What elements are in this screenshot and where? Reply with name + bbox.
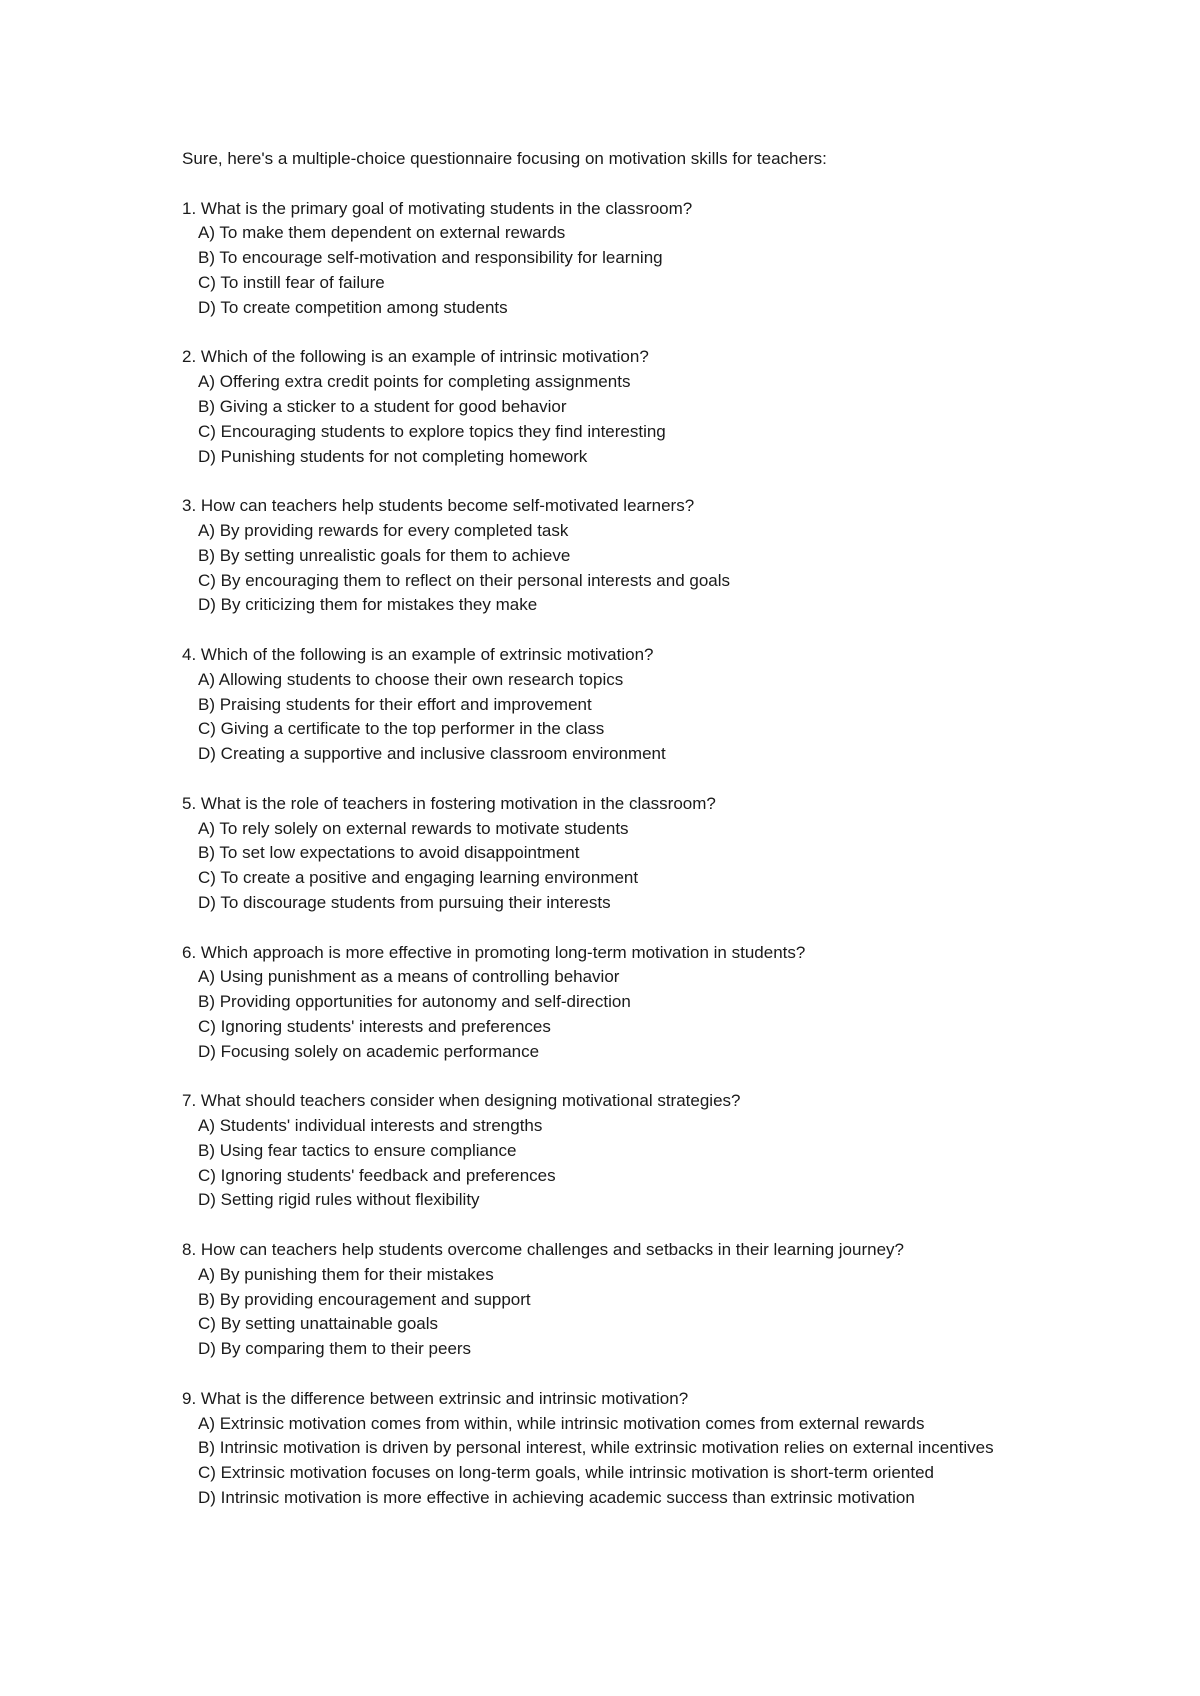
option-c: C) Encouraging students to explore topics they find interesting	[198, 421, 666, 441]
option-d: D) By criticizing them for mistakes they make	[198, 595, 538, 615]
document-body	[182, 147, 1022, 1536]
question-text: 2. Which of the following is an example of intrinsic motivation?	[182, 347, 649, 367]
intro-text: Sure, here's a multiple-choice questionnaire focusing on motivation skills for teachers:	[182, 149, 827, 168]
question-text: 8. How can teachers help students overcome challenges and setbacks in their learning journey?	[182, 1240, 904, 1260]
option-d: D) Creating a supportive and inclusive classroom environment	[198, 744, 666, 764]
option-c: C) By encouraging them to reflect on their personal interests and goals	[198, 570, 731, 590]
option-b: B) By providing encouragement and support	[198, 1289, 531, 1309]
question-text: 4. Which of the following is an example of extrinsic motivation?	[182, 644, 654, 664]
option-a: A) To make them dependent on external rewards	[198, 223, 566, 243]
option-d: D) Setting rigid rules without flexibility	[198, 1190, 480, 1210]
option-a: A) Students' individual interests and strengths	[198, 1116, 543, 1136]
option-d: D) To create competition among students	[198, 297, 508, 317]
option-a: A) Using punishment as a means of controlling behavior	[198, 967, 620, 987]
option-a: A) Allowing students to choose their own research topics	[198, 669, 624, 689]
option-d: D) Punishing students for not completing homework	[198, 446, 588, 466]
option-c: C) Extrinsic motivation focuses on long-term goals, while intrinsic motivation is short-term oriented	[198, 1463, 934, 1483]
option-a: A) By providing rewards for every completed task	[198, 520, 569, 540]
option-d: D) To discourage students from pursuing their interests	[198, 892, 611, 912]
option-b: B) Intrinsic motivation is driven by personal interest, while extrinsic motivation relies on external incentives	[198, 1438, 994, 1458]
option-c: C) By setting unattainable goals	[198, 1314, 439, 1334]
question-8	[182, 1238, 1022, 1362]
option-b: B) By setting unrealistic goals for them to achieve	[198, 545, 571, 565]
option-d: D) Intrinsic motivation is more effective in achieving academic success than extrinsic motivation	[198, 1488, 915, 1508]
question-text: 3. How can teachers help students become self-motivated learners?	[182, 496, 695, 516]
option-a: A) Offering extra credit points for completing assignments	[198, 372, 631, 392]
question-7	[182, 1089, 1022, 1213]
question-1	[182, 197, 1022, 321]
option-b: B) Giving a sticker to a student for good behavior	[198, 396, 567, 416]
option-c: C) Ignoring students' feedback and preferences	[198, 1165, 556, 1185]
option-a: A) By punishing them for their mistakes	[198, 1264, 494, 1284]
option-c: C) Ignoring students' interests and preferences	[198, 1016, 551, 1036]
question-9	[182, 1387, 1022, 1511]
question-text: 6. Which approach is more effective in promoting long-term motivation in students?	[182, 942, 806, 962]
question-6	[182, 941, 1022, 1065]
question-text: 7. What should teachers consider when designing motivational strategies?	[182, 1091, 741, 1111]
question-2	[182, 345, 1022, 469]
option-b: B) To encourage self-motivation and responsibility for learning	[198, 248, 663, 268]
option-d: D) Focusing solely on academic performance	[198, 1041, 540, 1061]
question-text: 9. What is the difference between extrinsic and intrinsic motivation?	[182, 1388, 689, 1408]
question-text: 1. What is the primary goal of motivating students in the classroom?	[182, 198, 693, 218]
option-c: C) To create a positive and engaging learning environment	[198, 868, 639, 888]
question-4	[182, 643, 1022, 767]
option-a: A) Extrinsic motivation comes from within, while intrinsic motivation comes from external rewards	[198, 1413, 925, 1433]
option-a: A) To rely solely on external rewards to motivate students	[198, 818, 629, 838]
option-c: C) To instill fear of failure	[198, 272, 385, 292]
option-b: B) To set low expectations to avoid disappointment	[198, 843, 580, 863]
question-3	[182, 494, 1022, 618]
question-text: 5. What is the role of teachers in fostering motivation in the classroom?	[182, 793, 716, 813]
option-b: B) Using fear tactics to ensure compliance	[198, 1140, 517, 1160]
option-c: C) Giving a certificate to the top performer in the class	[198, 719, 605, 739]
question-5	[182, 792, 1022, 916]
option-b: B) Providing opportunities for autonomy and self-direction	[198, 992, 631, 1012]
option-d: D) By comparing them to their peers	[198, 1339, 472, 1359]
option-b: B) Praising students for their effort and improvement	[198, 694, 592, 714]
